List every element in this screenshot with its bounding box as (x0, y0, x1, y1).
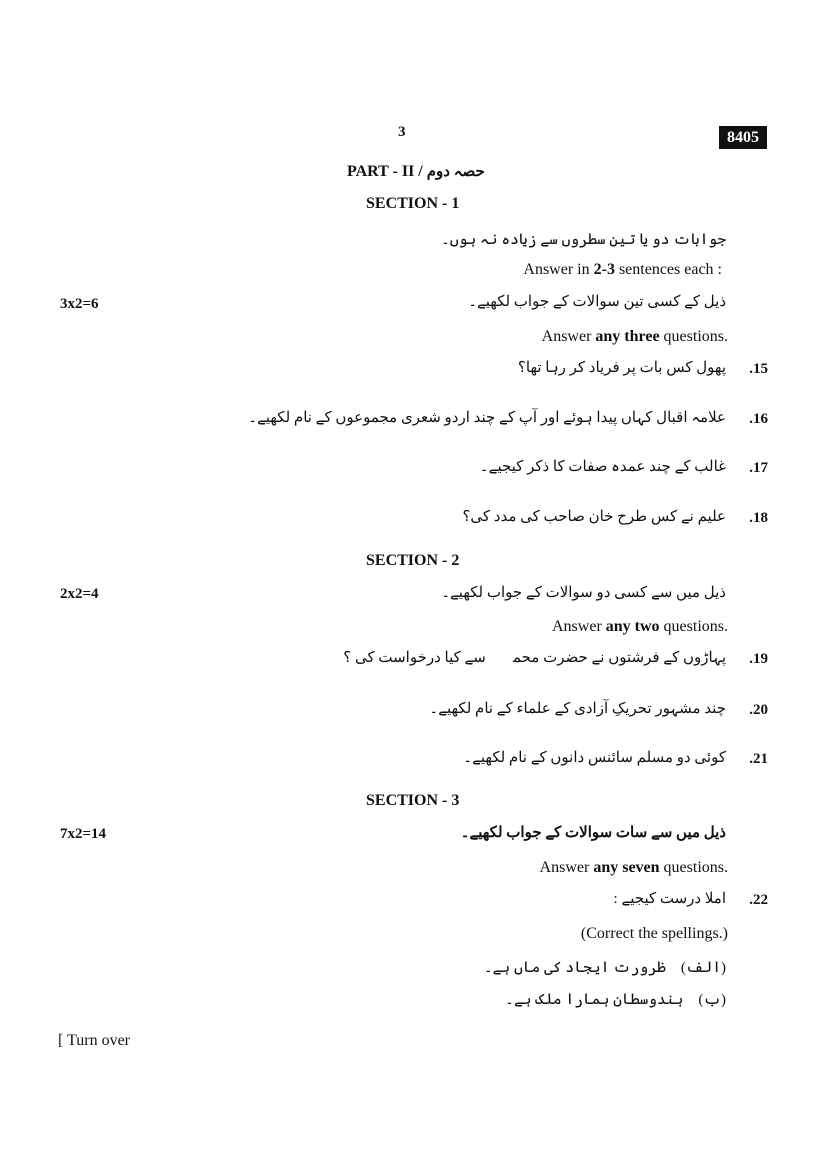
question-18-text: علیم نے کس طرح خان صاحب کی مدد کی؟ (462, 509, 726, 525)
question-16-number: .16 (749, 411, 768, 427)
item-b-text: ہندوسطان ہمارا ملک ہے۔ (505, 992, 684, 1008)
paper-code-badge: 8405 (719, 126, 767, 149)
section-1-subinstruction-ur: ذیل کے کسی تین سوالات کے جواب لکھیے۔ (468, 294, 726, 310)
section-1-marks: 3x2=6 (60, 296, 99, 312)
question-22-number: .22 (749, 892, 768, 908)
question-22-text: املا درست کیجیے : (613, 891, 726, 907)
question-20-text: چند مشہور تحریکِ آزادی کے علماء کے نام لکھیے۔ (429, 701, 726, 717)
section-2-marks: 2x2=4 (60, 586, 99, 602)
part-title-ur: حصہ دوم (426, 164, 485, 180)
question-21-text: کوئی دو مسلم سائنس دانوں کے نام لکھیے۔ (463, 750, 726, 766)
question-17-number: .17 (749, 460, 768, 476)
page-number: 3 (398, 124, 406, 140)
item-b-label: (ب) (698, 992, 726, 1008)
question-22-item-b (505, 990, 726, 1009)
section-1-instruction-en: Answer in 2-3 sentences each : (523, 261, 722, 278)
question-15-text: پھول کس بات پر فریاد کر رہا تھا؟ (517, 360, 726, 376)
section-1-title: SECTION - 1 (366, 195, 460, 212)
question-22-item-a (484, 958, 726, 977)
question-18-number: .18 (749, 510, 768, 526)
section-3-instruction-en: Answer any seven questions. (539, 859, 728, 876)
section-3-instruction-ur: ذیل میں سے سات سوالات کے جواب لکھیے۔ (460, 825, 726, 841)
section-3-title: SECTION - 3 (366, 792, 460, 809)
item-a-label: (الف) (680, 960, 726, 976)
section-3-marks: 7x2=14 (60, 826, 107, 842)
question-16-text: علامہ اقبال کہاں پیدا ہوئے اور آپ کے چند اردو شعری مجموعوں کے نام لکھیے۔ (248, 410, 726, 426)
question-17-text: غالب کے چند عمدہ صفات کا ذکر کیجیے۔ (479, 459, 726, 475)
section-1-subinstruction-en: Answer any three questions. (541, 328, 728, 345)
question-21-number: .21 (749, 751, 768, 767)
section-2-title: SECTION - 2 (366, 552, 460, 569)
turn-over-note: [ Turn over (58, 1032, 131, 1049)
question-22-instruction-en: (Correct the spellings.) (580, 925, 728, 942)
section-2-instruction-en: Answer any two questions. (552, 618, 728, 635)
section-2-instruction-ur: ذیل میں سے کسی دو سوالات کے جواب لکھیے۔ (441, 585, 726, 601)
part-title-separator: / (414, 163, 427, 180)
question-15-number: .15 (749, 361, 768, 377)
part-title (347, 162, 485, 181)
question-20-number: .20 (749, 702, 768, 718)
question-19-text: پہاڑوں کے فرشتوں نے حضرت محمدؐ سے کیا درخواست کی ؟ (343, 650, 726, 666)
question-19-number: .19 (749, 651, 768, 667)
part-title-en: PART - II (347, 163, 415, 180)
section-1-instruction-ur: جوابات دو یا تین سطروں سے زیادہ نہ ہوں۔ (441, 232, 726, 248)
item-a-text: ظرورت ایجاد کی ماں ہے۔ (483, 960, 666, 976)
